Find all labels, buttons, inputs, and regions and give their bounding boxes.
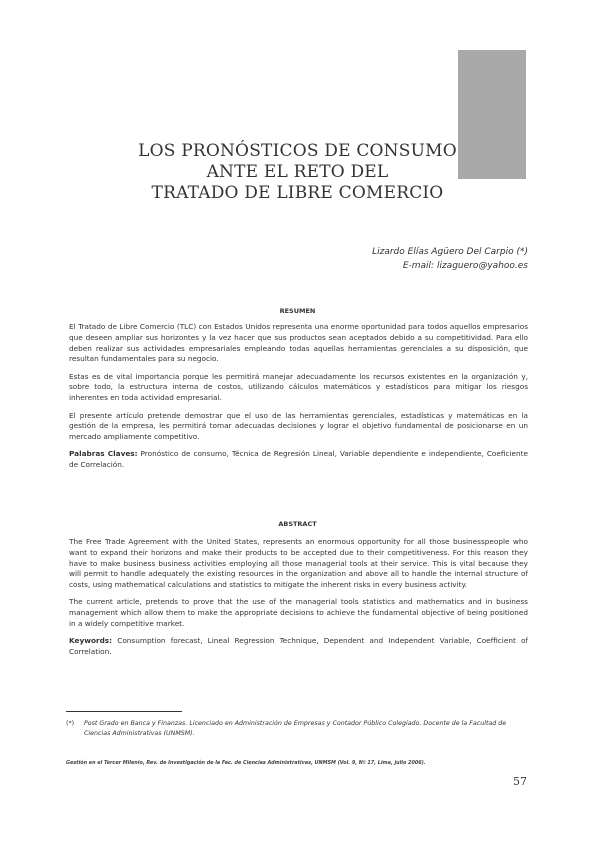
journal-citation: Gestión en el Tercer Milenio, Rev. de Investigación de la Fac. de Ciencias Administrativas, UNMSM (Vol. 9, Nº 17, Lima, julio 2006). xyxy=(66,760,426,766)
author-name: Lizardo Elías Agüero Del Carpio (*) xyxy=(372,247,528,257)
keywords-text: Pronóstico de consumo, Técnica de Regresión Lineal, Variable dependiente e independiente, Coeficiente de Correlación. xyxy=(69,449,528,470)
abstract-keywords xyxy=(69,636,528,658)
author-block xyxy=(372,245,528,273)
footnote xyxy=(66,719,532,739)
title-line: LOS PRONÓSTICOS DE CONSUMO xyxy=(138,141,457,161)
footnote-mark: (*) xyxy=(66,720,75,727)
resumen-paragraph: El Tratado de Libre Comercio (TLC) con Estados Unidos representa una enorme oportunidad para todos aquellos empresarios que deseen ampliar sus horizontes y la vez hacer que sus productos sean aceptados debido a su competitividad. Para ello deben realizar sus actividades empresariales empleando todas aquellas herramientas gerenciales a su disposición, que resultan fundamentales para su negocio. xyxy=(69,322,528,364)
abstract-body xyxy=(69,537,528,664)
abstract-paragraph: The Free Trade Agreement with the United States, represents an enormous opportunity for all those businesspeople who want to expand their horizons and make their products to be accepted due to their competitiveness. For this reason they have to make business business activities employing all those managerial tools at their service. This is vital because they will permit to handle adequately the existing resources in the organization and above all to handle the internal structure of costs, using mathematical calculations and statistics to mitigate the inherent risks in every business activity. xyxy=(69,537,528,590)
resumen-keywords xyxy=(69,449,528,471)
footnote-divider xyxy=(66,711,182,712)
keywords-label: Keywords: xyxy=(69,636,113,646)
resumen-heading: RESUMEN xyxy=(279,307,316,315)
resumen-paragraph: El presente artículo pretende demostrar que el uso de las herramientas gerenciales, estadísticas y matemáticas en la gestión de la empresa, les permitirá tomar adecuadas decisiones y lograr el objetivo fundamental de posicionarse en un mercado ampliamente competitivo. xyxy=(69,410,528,442)
abstract-heading: ABSTRACT xyxy=(278,520,317,528)
abstract-paragraph: The current article, pretends to prove that the use of the managerial tools statistics and mathematics and in business management which allow them to make the appropriate decisions to achieve the fundamental objective of being positioned in a widely competitive market. xyxy=(69,597,528,629)
resumen-paragraph: Estas es de vital importancia porque les permitirá manejar adecuadamente los recursos existentes en la organización y, sobre todo, la estructura interna de costos, utilizando cálculos matemáticos y estadísticos para mitigar los riesgos inherentes en toda actividad empresarial. xyxy=(69,371,528,403)
title-line: TRATADO DE LIBRE COMERCIO xyxy=(151,183,444,203)
author-email: E-mail: lizaguero@yahoo.es xyxy=(402,261,528,271)
keywords-text: Consumption forecast, Lineal Regression Technique, Dependent and Independent Variable, Coefficient of Correlation. xyxy=(69,636,528,657)
article-title xyxy=(60,141,535,204)
keywords-label: Palabras Claves: xyxy=(69,449,138,459)
resumen-body xyxy=(69,322,528,478)
page-number: 57 xyxy=(513,775,527,788)
footnote-text: Post Grado en Banca y Finanzas. Licenciado en Administración de Empresas y Contador Público Colegiado. Docente de la Facultad de Ciencias Administrativas (UNMSM). xyxy=(84,720,507,737)
title-line: ANTE EL RETO DEL xyxy=(206,162,389,182)
